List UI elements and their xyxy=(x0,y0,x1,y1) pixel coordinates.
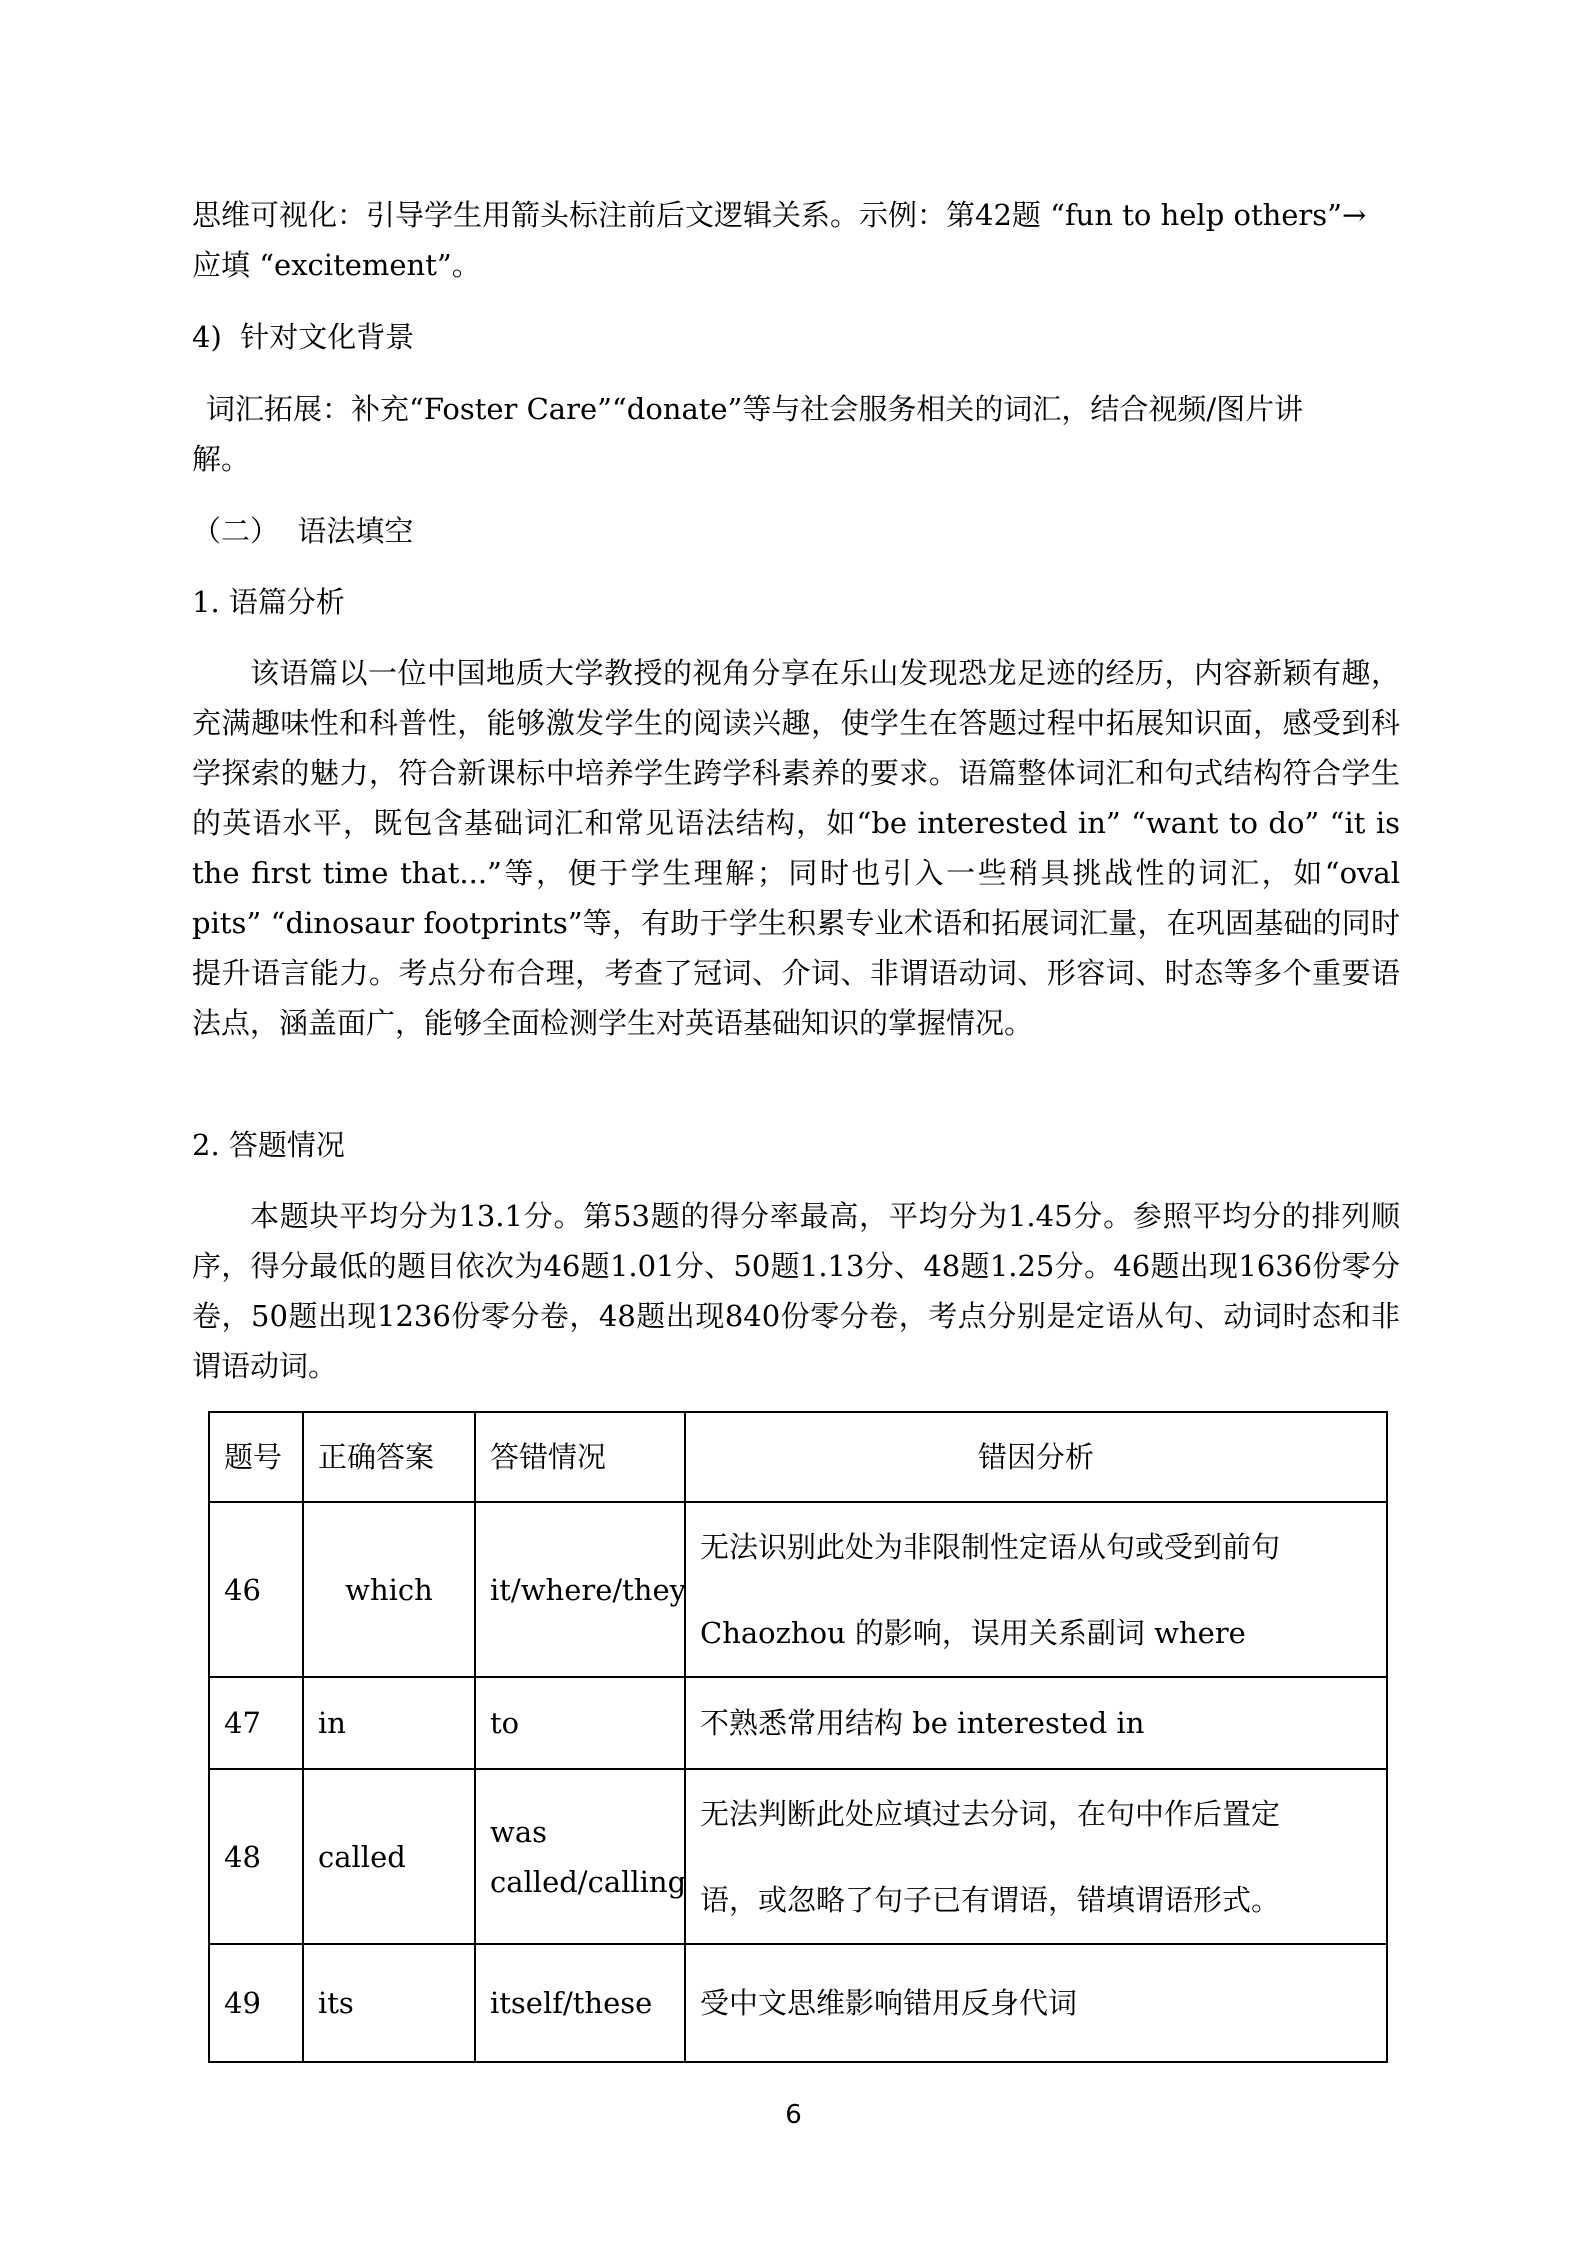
table-header-row xyxy=(209,1412,1387,1502)
subheading-discourse-analysis: 1. 语篇分析 xyxy=(192,585,345,619)
page-number: 6 xyxy=(785,2100,802,2130)
header-correct-answer: 正确答案 xyxy=(303,1412,475,1502)
heading-cultural-background: 4) 针对文化背景 xyxy=(192,320,415,354)
errors-line: was xyxy=(490,1814,547,1849)
results-paragraph: 本题块平均分为13.1分。第53题的得分率最高，平均分为1.45分。参照平均分的排列顺序，得分最低的题目依次为46题1.01分、50题1.13分、48题1.25分。46题出现1636份零分卷，50题出现1236份零分卷，48题出现840份零分卷，考点分别是定语从句、动词时态和非谓语动词。 xyxy=(192,1199,1400,1383)
analysis-line: 无法判断此处应填过去分词，在句中作后置定 xyxy=(700,1796,1281,1831)
table-row xyxy=(209,1502,1387,1677)
cell-analysis xyxy=(685,1502,1387,1677)
cell-errors: it/where/they xyxy=(475,1502,685,1677)
table-row xyxy=(209,1944,1387,2062)
analysis-line: 无法识别此处为非限制性定语从句或受到前句 xyxy=(700,1529,1281,1564)
cell-number: 46 xyxy=(209,1502,303,1677)
cell-answer: which xyxy=(303,1502,475,1677)
analysis-paragraph: 该语篇以一位中国地质大学教授的视角分享在乐山发现恐龙足迹的经历，内容新颖有趣，充满趣味性和科普性，能够激发学生的阅读兴趣，使学生在答题过程中拓展知识面，感受到科学探索的魅力，符合新课标中培养学生跨学科素养的要求。语篇整体词汇和句式结构符合学生的英语水平，既包含基础词汇和常见语法结构，如“be interested in” “want to do” “it is the first time that...”等，便于学生理解；同时也引入一些稍具挑战性的词汇，如“oval pits” “dinosaur footprints”等，有助于学生积累专业术语和拓展词汇量，在巩固基础的同时提升语言能力。考点分布合理，考查了冠词、介词、非谓语动词、形容词、时态等多个重要语法点，涵盖面广，能够全面检测学生对英语基础知识的掌握情况。 xyxy=(192,656,1400,1040)
cell-errors: itself/these xyxy=(475,1944,685,2062)
errors-line: called/calling xyxy=(490,1864,687,1899)
table-row xyxy=(209,1769,1387,1944)
error-analysis-table xyxy=(208,1411,1388,2063)
analysis-line: 语，或忽略了句子已有谓语，错填谓语形式。 xyxy=(700,1882,1281,1917)
header-number: 题号 xyxy=(209,1412,303,1502)
header-errors: 答错情况 xyxy=(475,1412,685,1502)
cell-errors: to xyxy=(475,1677,685,1769)
cell-analysis: 受中文思维影响错用反身代词 xyxy=(685,1944,1387,2062)
cell-errors xyxy=(475,1769,685,1944)
top-line-1: 思维可视化：引导学生用箭头标注前后文逻辑关系。示例：第42题 “fun to help others”→ xyxy=(192,198,1367,232)
cell-analysis: 不熟悉常用结构 be interested in xyxy=(685,1677,1387,1769)
cell-number: 48 xyxy=(209,1769,303,1944)
header-error-analysis: 错因分析 xyxy=(685,1412,1387,1502)
cell-number: 49 xyxy=(209,1944,303,2062)
cell-answer: called xyxy=(303,1769,475,1944)
cell-answer: its xyxy=(303,1944,475,2062)
vocab-line-2: 解。 xyxy=(192,442,251,476)
vocab-line-1: 词汇拓展：补充“Foster Care”“donate”等与社会服务相关的词汇，结合视频/图片讲 xyxy=(206,392,1304,426)
cell-analysis xyxy=(685,1769,1387,1944)
analysis-line: Chaozhou 的影响，误用关系副词 where xyxy=(700,1615,1246,1650)
subheading-answer-results: 2. 答题情况 xyxy=(192,1128,345,1162)
section-title: （二） 语法填空 xyxy=(192,514,414,548)
cell-answer: in xyxy=(303,1677,475,1769)
cell-number: 47 xyxy=(209,1677,303,1769)
table-row xyxy=(209,1677,1387,1769)
top-line-2: 应填 “excitement”。 xyxy=(192,248,481,282)
